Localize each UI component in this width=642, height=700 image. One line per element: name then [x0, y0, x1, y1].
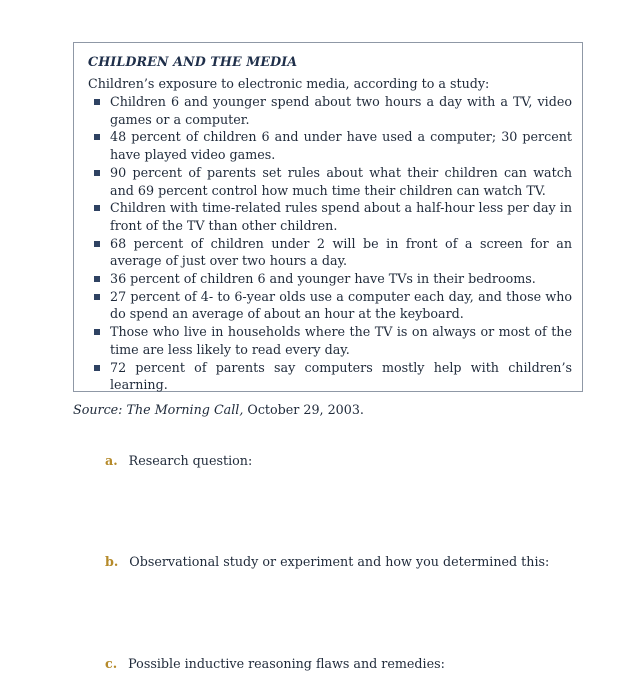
source-label: Source: [73, 402, 123, 417]
square-bullet-icon [94, 241, 100, 247]
list-item-text: 36 percent of children 6 and younger have TVs in their bedrooms. [110, 271, 536, 287]
list-item [94, 93, 572, 128]
square-bullet-icon [94, 329, 100, 335]
list-item [94, 128, 572, 163]
square-bullet-icon [94, 365, 100, 371]
list-item [94, 164, 572, 199]
list-item [94, 323, 572, 358]
question-letter: c. [105, 656, 118, 671]
question-text: Research question: [128, 453, 253, 468]
list-item-text: Children 6 and younger spend about two hours a day with a TV, video games or a computer. [110, 94, 572, 127]
list-item [94, 288, 572, 323]
question-letter: b. [105, 554, 119, 569]
list-item-text: 27 percent of 4- to 6-year olds use a computer each day, and those who do spend an average of about an hour at the keyboard. [110, 288, 572, 322]
question-letter: a. [105, 453, 118, 468]
list-item-text: 72 percent of parents say computers mostly help with children’s learning. [110, 359, 572, 393]
list-item-text: Those who live in households where the TV is on always or most of the time are less likely to read every day. [110, 324, 572, 357]
square-bullet-icon [94, 99, 100, 105]
list-item [94, 235, 572, 270]
question-text: Possible inductive reasoning flaws and remedies: [128, 656, 445, 671]
media-info-box [73, 42, 583, 392]
source-date: October 29, 2003. [247, 402, 364, 417]
square-bullet-icon [94, 294, 100, 300]
square-bullet-icon [94, 134, 100, 140]
box-title: CHILDREN AND THE MEDIA [88, 54, 298, 69]
question-a [105, 453, 252, 468]
square-bullet-icon [94, 276, 100, 282]
list-item [94, 199, 572, 234]
bullet-list [94, 93, 572, 394]
list-item [94, 359, 572, 394]
source-paper: The Morning Call, [126, 402, 244, 417]
list-item [94, 270, 572, 288]
list-item-text: 68 percent of children under 2 will be in front of a screen for an average of just over two hours a day. [110, 235, 572, 269]
list-item-text: 48 percent of children 6 and under have used a computer; 30 percent have played video games. [110, 129, 572, 163]
list-item-text: 90 percent of parents set rules about what their children can watch and 69 percent control how much time their children can watch TV. [110, 164, 572, 198]
square-bullet-icon [94, 205, 100, 211]
question-b [105, 554, 549, 569]
list-item-text: Children with time-related rules spend about a half-hour less per day in front of the TV than other children. [110, 200, 572, 233]
source-citation [73, 402, 364, 417]
box-intro: Children’s exposure to electronic media, according to a study: [88, 76, 490, 91]
question-text: Observational study or experiment and how you determined this: [129, 554, 550, 569]
question-c [105, 656, 445, 671]
square-bullet-icon [94, 170, 100, 176]
